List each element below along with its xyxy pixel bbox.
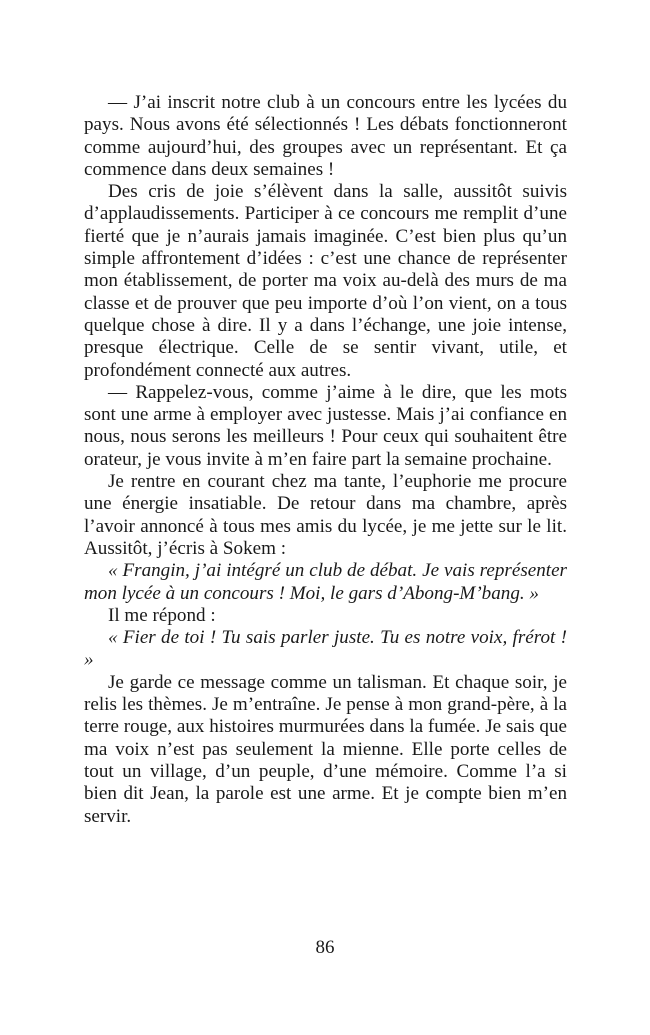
paragraph-speech: — Rappelez-vous, comme j’aime à le dire, que les mots sont une arme à employer avec justesse. Mais j’ai confiance en nous, nous serons les meilleurs ! Pour ceux qui souhaitent être orateur, je vous invite à m’en faire part la semaine prochaine. <box>84 381 567 470</box>
quote-message-reply: « Fier de toi ! Tu sais parler juste. Tu es notre voix, frérot ! » <box>84 627 567 671</box>
paragraph-reaction: Des cris de joie s’élèvent dans la salle, aussitôt suivis d’applaudissements. Participer à ce concours me remplit d’une fierté que je n’aurais jamais imaginée. C’est bien plus qu’un simple affrontement d’idées : c’est une chance de représenter mon établissement, de porter ma voix au-delà des murs de ma classe et de prouver que peu importe d’où l’on vient, on a tous quelque chose à dire. Il y a dans l’échange, une joie intense, presque électrique. Celle de se sentir vivant, utile, et profondément connecté aux autres. <box>84 181 567 381</box>
page-body <box>84 92 567 828</box>
page-number: 86 <box>315 937 335 958</box>
paragraph-reply-intro: Il me répond : <box>108 604 216 626</box>
paragraph-announcement: — J’ai inscrit notre club à un concours entre les lycées du pays. Nous avons été sélectionnés ! Les débats fonctionneront comme aujourd’hui, des groupes avec un représentant. Et ça commence dans deux semaines ! <box>84 92 567 180</box>
quote-message-sent: « Frangin, j’ai intégré un club de débat. Je vais représenter mon lycée à un concours ! Moi, le gars d’Abong-M’bang. » <box>84 560 567 604</box>
paragraph-return-home: Je rentre en courant chez ma tante, l’euphorie me procure une énergie insatiable. De retour dans ma chambre, après l’avoir annoncé à tous mes amis du lycée, je me jette sur le lit. Aussitôt, j’écris à Sokem : <box>84 471 567 559</box>
paragraph-conclusion: Je garde ce message comme un talisman. Et chaque soir, je relis les thèmes. Je m’entraîne. Je pense à mon grand-père, à la terre rouge, aux histoires murmurées dans la fumée. Je sais que ma voix n’est pas seulement la mienne. Elle porte celles de tout un village, d’un peuple, d’une mémoire. Comme l’a si bien dit Jean, la parole est une arme. Et je compte bien m’en servir. <box>84 671 567 827</box>
